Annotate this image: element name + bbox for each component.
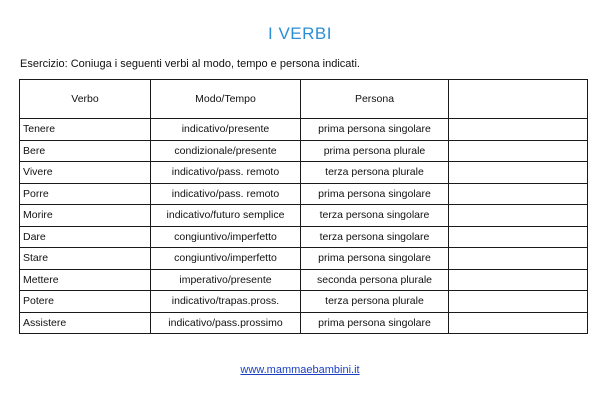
cell-modo-tempo: imperativo/presente <box>151 269 301 291</box>
table-header-row <box>20 80 588 119</box>
cell-answer[interactable] <box>449 312 588 334</box>
cell-verbo: Porre <box>20 183 151 205</box>
cell-verbo: Tenere <box>20 119 151 141</box>
table-row <box>20 226 588 248</box>
header-verbo: Verbo <box>20 80 151 119</box>
table-row <box>20 183 588 205</box>
footer <box>0 364 600 376</box>
header-persona: Persona <box>301 80 449 119</box>
cell-persona: prima persona plurale <box>301 140 449 162</box>
cell-persona: prima persona singolare <box>301 183 449 205</box>
verbs-table <box>19 79 588 334</box>
cell-modo-tempo: indicativo/pass. remoto <box>151 183 301 205</box>
table-row <box>20 269 588 291</box>
exercise-instruction: Esercizio: Coniuga i seguenti verbi al modo, tempo e persona indicati. <box>20 58 360 70</box>
table-row <box>20 291 588 313</box>
cell-answer[interactable] <box>449 291 588 313</box>
cell-answer[interactable] <box>449 183 588 205</box>
website-link[interactable]: www.mammaebambini.it <box>240 364 360 376</box>
table-row <box>20 162 588 184</box>
cell-persona: prima persona singolare <box>301 312 449 334</box>
cell-answer[interactable] <box>449 205 588 227</box>
cell-verbo: Potere <box>20 291 151 313</box>
cell-persona: prima persona singolare <box>301 248 449 270</box>
cell-persona: terza persona plurale <box>301 291 449 313</box>
cell-verbo: Stare <box>20 248 151 270</box>
cell-modo-tempo: indicativo/pass. remoto <box>151 162 301 184</box>
cell-modo-tempo: indicativo/presente <box>151 119 301 141</box>
cell-persona: terza persona singolare <box>301 226 449 248</box>
cell-persona: seconda persona plurale <box>301 269 449 291</box>
cell-modo-tempo: condizionale/presente <box>151 140 301 162</box>
cell-modo-tempo: indicativo/pass.prossimo <box>151 312 301 334</box>
cell-modo-tempo: indicativo/trapas.pross. <box>151 291 301 313</box>
cell-answer[interactable] <box>449 269 588 291</box>
cell-modo-tempo: indicativo/futuro semplice <box>151 205 301 227</box>
cell-answer[interactable] <box>449 248 588 270</box>
cell-answer[interactable] <box>449 140 588 162</box>
cell-persona: prima persona singolare <box>301 119 449 141</box>
table-row <box>20 119 588 141</box>
cell-verbo: Mettere <box>20 269 151 291</box>
cell-answer[interactable] <box>449 226 588 248</box>
table-row <box>20 312 588 334</box>
cell-modo-tempo: congiuntivo/imperfetto <box>151 248 301 270</box>
cell-answer[interactable] <box>449 119 588 141</box>
page-title: I VERBI <box>268 24 332 43</box>
cell-verbo: Assistere <box>20 312 151 334</box>
table-row <box>20 140 588 162</box>
cell-persona: terza persona plurale <box>301 162 449 184</box>
table-row <box>20 248 588 270</box>
cell-persona: terza persona singolare <box>301 205 449 227</box>
cell-modo-tempo: congiuntivo/imperfetto <box>151 226 301 248</box>
header-answer <box>449 80 588 119</box>
cell-verbo: Dare <box>20 226 151 248</box>
header-modo-tempo: Modo/Tempo <box>151 80 301 119</box>
cell-verbo: Bere <box>20 140 151 162</box>
table-row <box>20 205 588 227</box>
cell-verbo: Vivere <box>20 162 151 184</box>
cell-verbo: Morire <box>20 205 151 227</box>
cell-answer[interactable] <box>449 162 588 184</box>
